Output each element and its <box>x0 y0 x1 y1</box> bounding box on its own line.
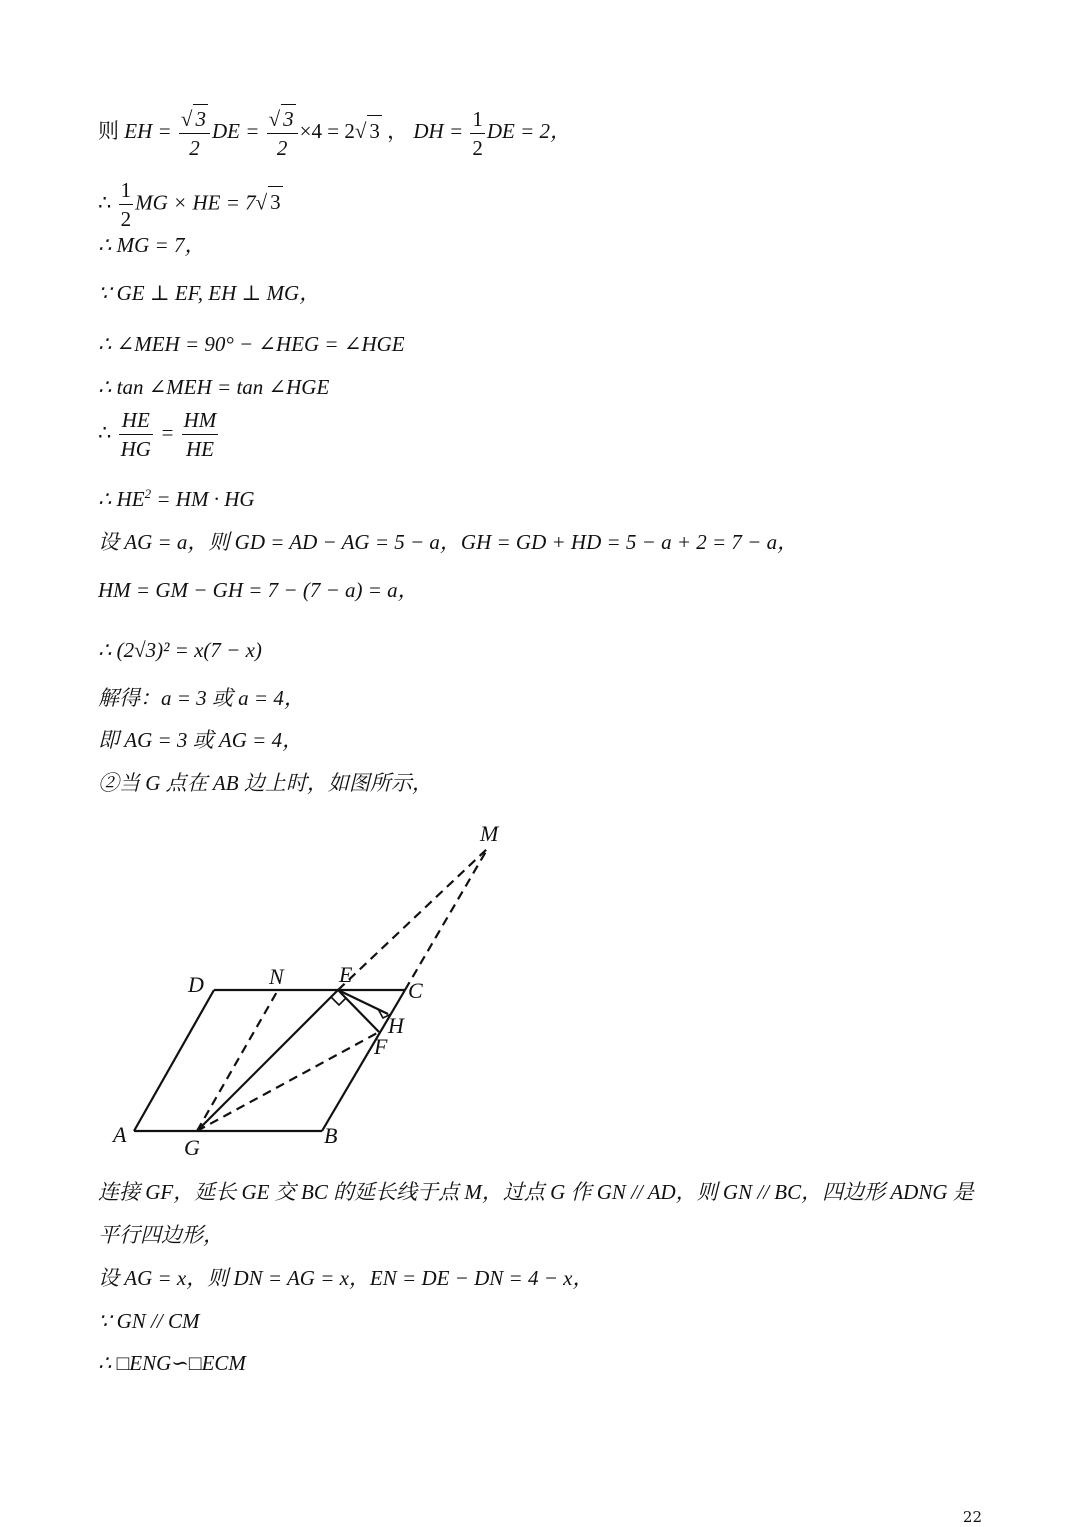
eq-he-squared: ∴ $HE^2$ = HM · HG <box>98 486 255 511</box>
fraction-sqrt3-over-2-b: $\frac{√ 3}{2}$ <box>267 104 298 162</box>
fraction-hm-he: $\frac{HM}{HE}$ <box>183 408 217 461</box>
case-two-heading: ②当 G 点在 AB 边上时，如图所示， <box>98 771 433 795</box>
eq-set-ag: 设 AG = a，则 GD = AD − AG = 5 − a，GH = GD + HD = 5 − a + 2 = 7 − a， <box>98 530 799 554</box>
label-m: M <box>480 821 499 846</box>
label-h: H <box>388 1013 404 1038</box>
fraction-he-hg: $\frac{HE}{HG}$ <box>120 408 151 461</box>
segment-eh <box>338 990 388 1014</box>
eq-perpendicular: ∵ GE ⊥ EF, EH ⊥ MG， <box>98 281 321 305</box>
eq-similar: ∴ □ENG∽□ECM <box>98 1351 246 1375</box>
eq-parallel: ∵ GN // CM <box>98 1309 200 1333</box>
fraction-one-half: $\frac{1}{2}$ <box>472 106 483 160</box>
label-a: A <box>113 1122 127 1147</box>
segment-em <box>338 848 488 990</box>
dh-symbol: DH <box>413 118 444 143</box>
fraction-one-half: $\frac{1}{2}$ <box>120 178 132 231</box>
prefix-text: 则 <box>98 118 119 143</box>
eh-symbol: EH <box>124 118 153 143</box>
de-eq-2: DE = 2， <box>486 118 572 143</box>
eq-set-ag-x: 设 AG = x，则 DN = AG = x，EN = DE − DN = 4 − x， <box>98 1266 594 1290</box>
eq-tan: ∴ tan ∠MEH = tan ∠HGE <box>98 375 330 399</box>
label-g: G <box>184 1135 200 1160</box>
segment-cm <box>405 848 488 990</box>
eq-hm: HM = GM − GH = 7 − (7 − a) = a， <box>98 578 419 602</box>
mg-he-eq: MG × HE = 7 <box>135 190 256 215</box>
eq-area: ∴ $\frac{1}{2}$ MG × HE = 7√ 3 <box>98 178 281 231</box>
label-f: F <box>374 1034 388 1059</box>
eq-ratio: ∴ $\frac{HE}{HG}$ = $\frac{HM}{HE}$ <box>98 408 217 461</box>
label-c: C <box>408 978 423 1003</box>
eq-solve: 解得：a = 3 或 a = 4， <box>98 686 305 710</box>
segment-ef <box>338 990 379 1032</box>
label-b: B <box>324 1123 338 1148</box>
fraction-sqrt3-over-2: $\frac{√ 3}{2}$ <box>179 104 210 162</box>
segment-ad <box>134 990 214 1131</box>
eq-ag-result: 即 AG = 3 或 AG = 4， <box>98 728 304 752</box>
eq-quadratic: ∴ (2√3)² = x(7 − x) <box>98 638 262 662</box>
times-four: ×4 = 2 <box>299 118 355 143</box>
right-angle-e <box>331 997 346 1005</box>
label-d: D <box>188 972 204 997</box>
eq-mg: ∴ MG = 7， <box>98 233 206 257</box>
eq-angle: ∴ ∠MEH = 90° − ∠HEG = ∠HGE <box>98 332 405 356</box>
label-e: E <box>339 962 353 987</box>
segment-bc <box>322 990 405 1131</box>
segment-ge <box>197 990 338 1131</box>
de-symbol: DE <box>211 118 240 143</box>
page-number: 22 <box>962 1508 982 1526</box>
comma: ， <box>387 118 409 143</box>
label-n: N <box>269 964 284 989</box>
eq-eh-dh: 则 EH = $\frac{√ 3}{2}$ DE = $\frac{√ 3}{2}$ ×4 = 2√ 3 ， DH = $\frac{1}{2}$ DE = 2， <box>98 104 571 162</box>
paragraph-construction: 连接 GF，延长 GE 交 BC 的延长线于点 M，过点 G 作 GN // AD，则 GN // BC，四边形 ADNG 是平行四边形， <box>98 1180 974 1247</box>
